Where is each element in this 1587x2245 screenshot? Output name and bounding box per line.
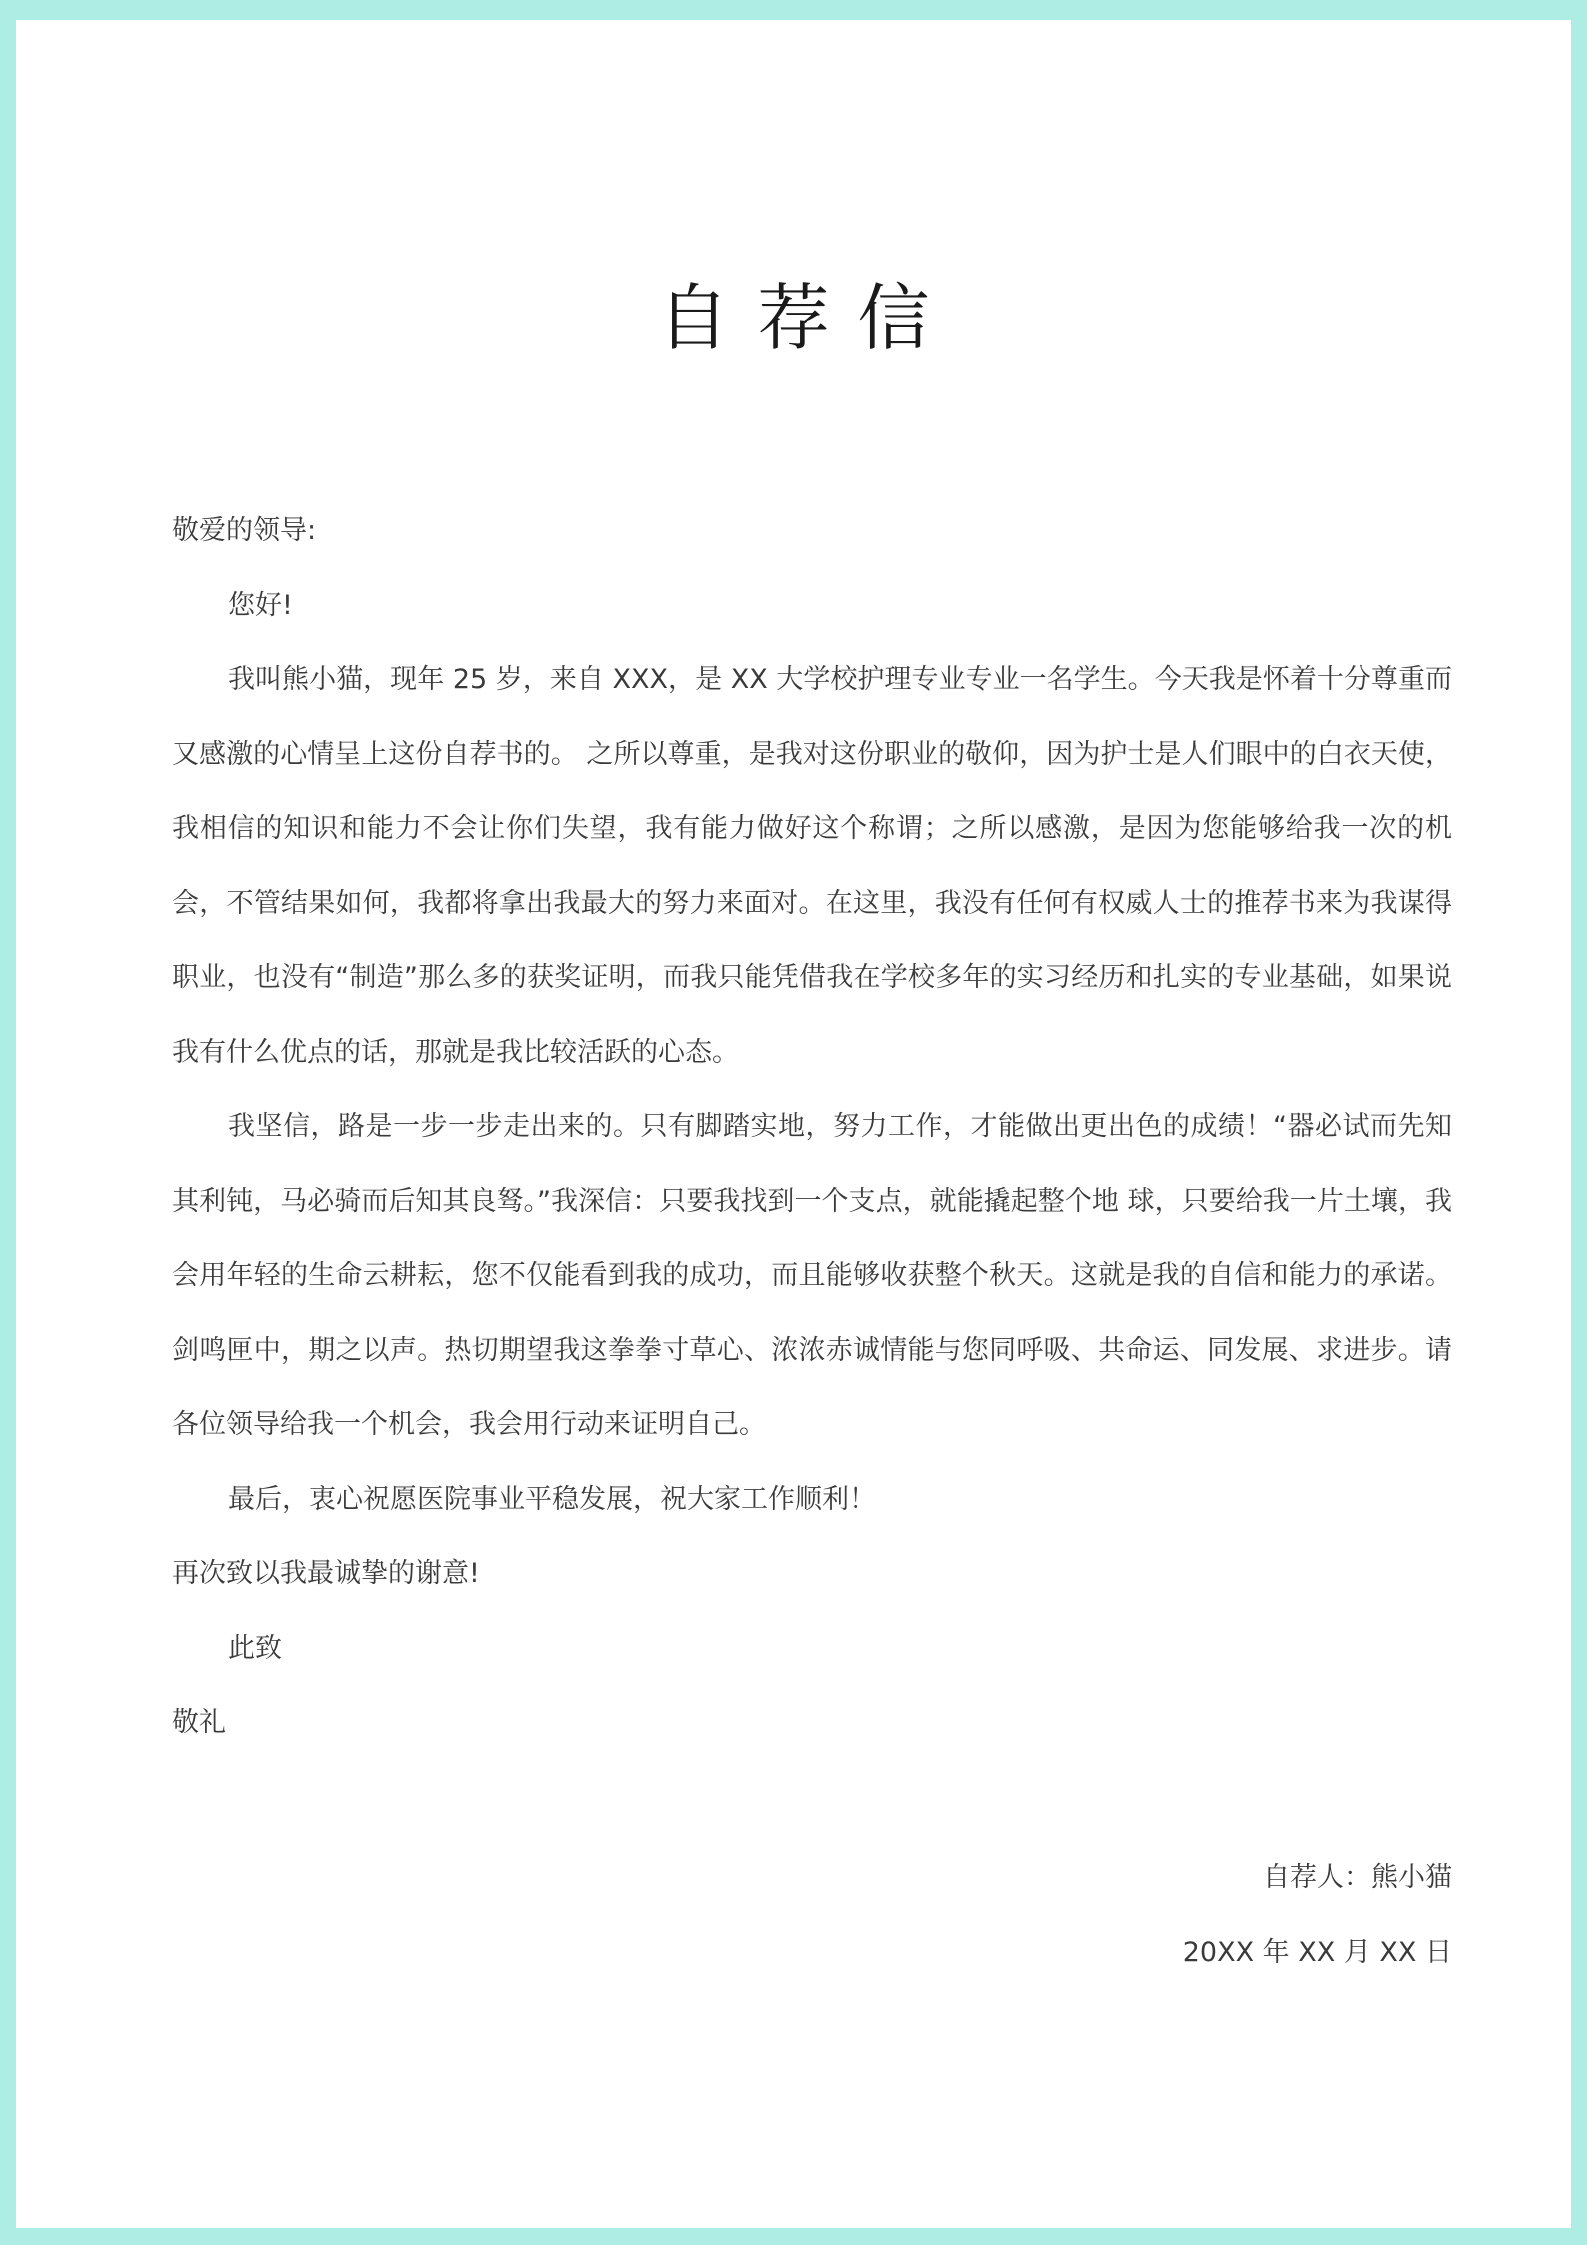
closing-cizhi: 此致 xyxy=(228,1632,282,1664)
signer-name: 自荐人：熊小猫 xyxy=(1263,1862,1452,1893)
document-title: 自荐信 xyxy=(657,276,958,360)
signature-block xyxy=(1183,1841,1452,1990)
paragraph-wishes: 最后，衷心祝愿医院事业平稳发展，祝大家工作顺利！ xyxy=(228,1483,876,1515)
salutation: 敬爱的领导: xyxy=(172,515,317,546)
greeting: 您好! xyxy=(228,589,293,621)
letter-body xyxy=(172,494,1452,1761)
letter-page xyxy=(16,20,1571,2228)
paragraph-conviction: 我坚信，路是一步一步走出来的。只有脚踏实地，努力工作，才能做出更出色的成绩！“器必试而先知其利钝，马必骑而后知其良驽。”我深信：只要我找到一个支点，就能撬起整个地 球，只要给我一片土壤，我会用年轻的生命云耕耘，您不仅能看到我的成功，而且能够收获整个秋天。这就是我的自信和能力的承诺。剑鸣匣中，期之以声。热切期望我这拳拳寸草心、浓浓赤诚情能与您同呼吸、共命运、同发展、求进步。请各位领导给我一个机会，我会用行动来证明自己。 xyxy=(172,1111,1452,1440)
closing-jingli: 敬礼 xyxy=(172,1707,226,1738)
paragraph-introduction: 我叫熊小猫，现年 25 岁，来自 XXX，是 XX 大学校护理专业专业一名学生。今天我是怀着十分尊重而又感激的心情呈上这份自荐书的。 之所以尊重，是我对这份职业的敬仰，因为护士是人们眼中的白衣天使，我相信的知识和能力不会让你们失望，我有能力做好这个称谓；之所以感激，是因为您能够给我一次的机会，不管结果如何，我都将拿出我最大的努力来面对。在这里，我没有任何有权威人士的推荐书来为我谋得职业，也没有“制造”那么多的获奖证明，而我只能凭借我在学校多年的实习经历和扎实的专业基础，如果说我有什么优点的话，那就是我比较活跃的心态。 xyxy=(172,664,1452,1068)
signature-date: 20XX 年 XX 月 XX 日 xyxy=(1182,1936,1452,1968)
thanks-line: 再次致以我最诚挚的谢意! xyxy=(172,1558,480,1589)
